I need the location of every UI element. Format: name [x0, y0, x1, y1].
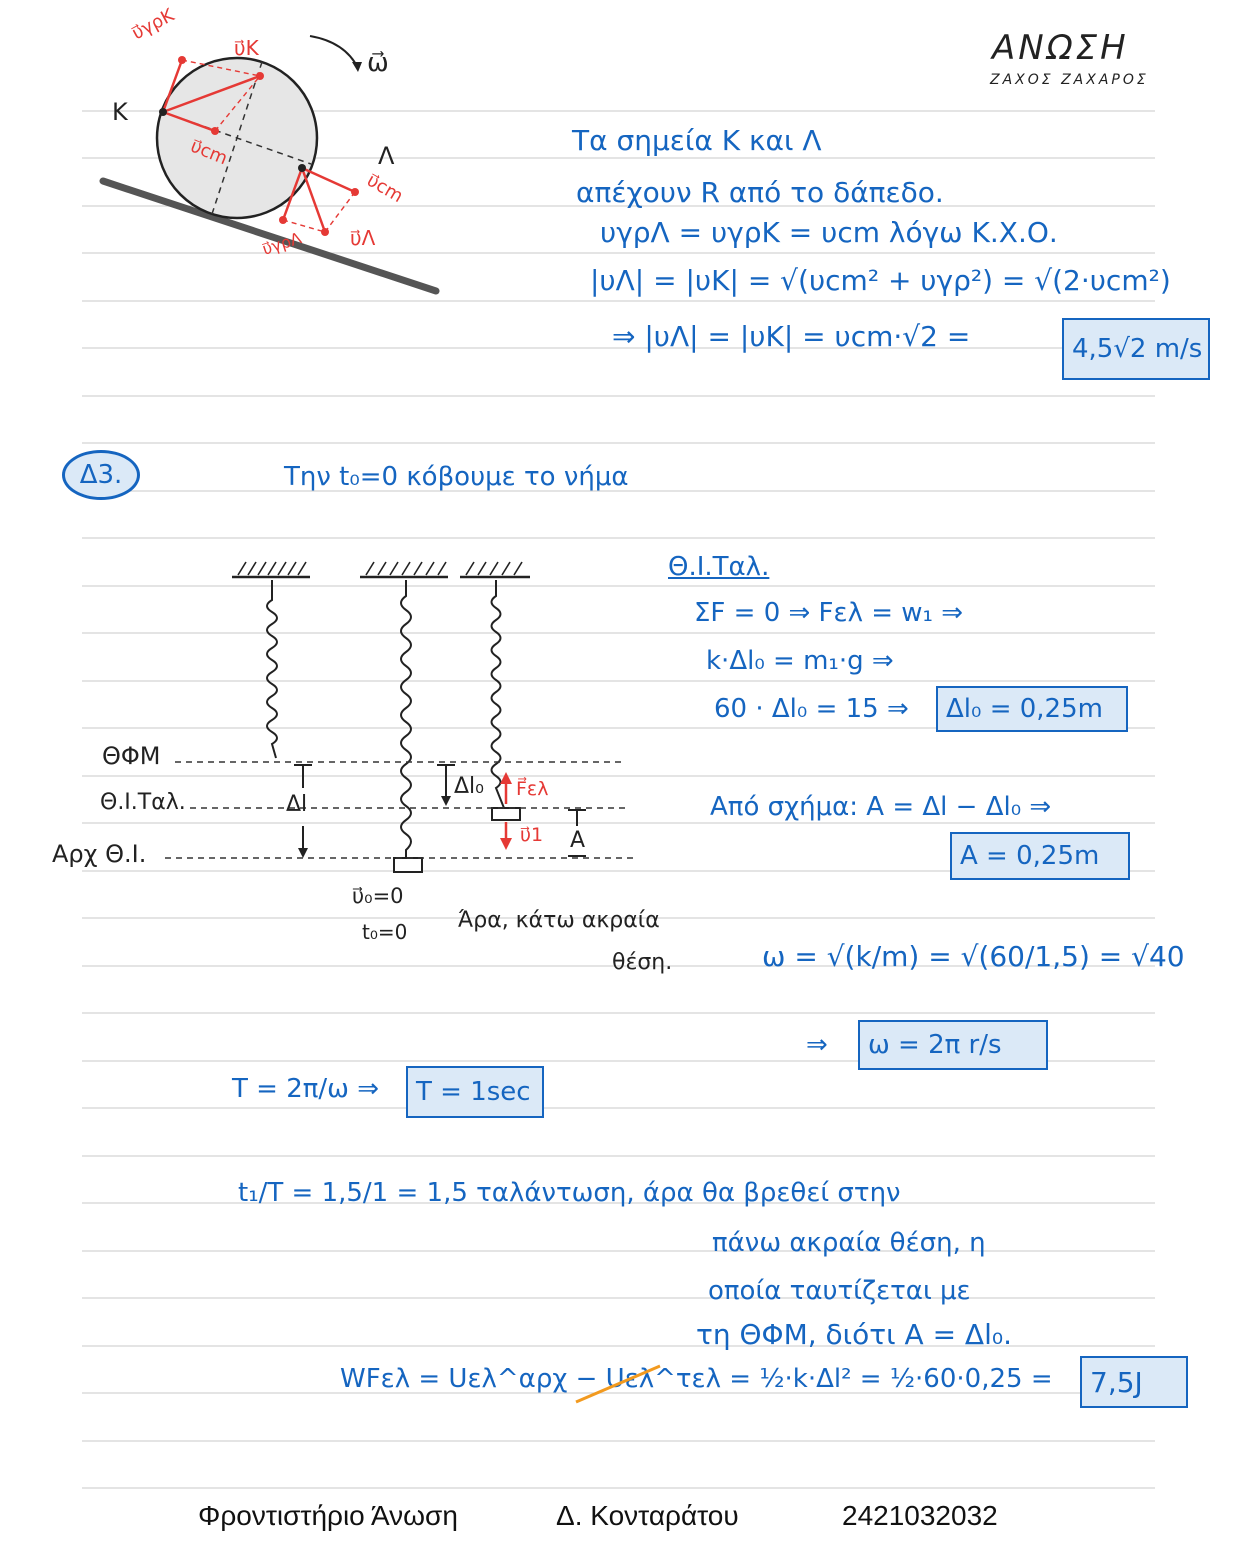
omega-result-box: ω = 2π r/s	[858, 1020, 1048, 1070]
label-F-el: F⃗ελ	[516, 778, 549, 800]
label-v-rot-L: υ⃗γρΛ	[260, 228, 304, 259]
ratio-line-2: πάνω ακραία θέση, η	[712, 1228, 986, 1258]
part1-line-3: υγρΛ = υγρK = υcm λόγω Κ.Χ.Ο.	[600, 216, 1058, 249]
omega-arrow	[310, 36, 358, 68]
label-arx-thi: Αρχ Θ.Ι.	[52, 840, 147, 868]
part1-result-box: 4,5√2 m/s	[1062, 318, 1210, 380]
ratio-line-3: οποία ταυτίζεται με	[708, 1276, 971, 1306]
equilibrium-line-3: 60 · Δl₀ = 15 ⇒	[714, 694, 909, 724]
period-line: T = 2π/ω ⇒	[232, 1074, 379, 1104]
label-v-rot-K: υ⃗γρK	[128, 4, 178, 45]
label-v1: υ⃗1	[520, 824, 544, 846]
label-v-L: υ⃗Λ	[350, 226, 376, 250]
d3-intro: Την t₀=0 κόβουμε το νήμα	[284, 462, 629, 492]
label-ara: Άρα, κάτω ακραία	[458, 908, 660, 933]
part1-line-1: Τα σημεία K και Λ	[572, 124, 822, 157]
label-thital: Θ.Ι.Ταλ.	[100, 790, 186, 815]
logo-subtitle: ΖΑΧΟΣ ΖΑΧΑΡΟΣ	[990, 72, 1149, 88]
ratio-line-4: τη ΘΦΜ, διότι A = Δl₀.	[696, 1318, 1012, 1351]
amplitude-line: Από σχήμα: A = Δl − Δl₀ ⇒	[710, 792, 1052, 822]
label-v0: υ⃗₀=0	[352, 884, 404, 908]
work-result-box: 7,5J	[1080, 1356, 1188, 1408]
omega-implies: ⇒	[806, 1030, 828, 1060]
label-thesi: θέση.	[612, 950, 673, 975]
omega-line: ω = √(k/m) = √(60/1,5) = √40	[762, 940, 1185, 973]
question-label-d3: Δ3.	[62, 450, 140, 500]
ratio-line-1: t₁/T = 1,5/1 = 1,5 ταλάντωση, άρα θα βρεθεί στην	[238, 1178, 901, 1208]
label-v-cm-L: υ⃗cm	[363, 169, 407, 208]
label-omega: ω⃗	[367, 48, 389, 78]
label-v-cm-K: υ⃗cm	[187, 135, 231, 170]
part1-line-2: απέχουν R από το δάπεδο.	[576, 176, 944, 209]
equilibrium-line-2: k·Δl₀ = m₁·g ⇒	[706, 646, 894, 676]
label-delta-l: Δl	[286, 792, 308, 817]
label-thfm: ΘΦΜ	[102, 742, 161, 770]
footer-phone: 2421032032	[842, 1500, 998, 1531]
spring-equilibrium	[492, 580, 505, 808]
block-lowest	[394, 858, 422, 872]
equilibrium-heading: Θ.Ι.Ταλ.	[668, 552, 770, 582]
logo-title: ΑΝΩΣΗ	[992, 28, 1129, 68]
equilibrium-line-1: ΣF = 0 ⇒ Fελ = w₁ ⇒	[694, 598, 964, 628]
cancel-strike	[570, 1352, 690, 1412]
spring-stretched	[401, 580, 411, 858]
spring-natural	[267, 580, 277, 758]
label-v-K: υ⃗K	[234, 36, 259, 60]
period-result-box: T = 1sec	[406, 1066, 544, 1118]
label-delta-lo: Δl₀	[454, 774, 484, 799]
amplitude-result-box: A = 0,25m	[950, 832, 1130, 880]
delta-lo-result-box: Δl₀ = 0,25m	[936, 686, 1128, 732]
part1-line-4: |υΛ| = |υK| = √(υcm² + υγρ²) = √(2·υcm²)	[590, 264, 1171, 297]
work-line: WFελ = Uελ^αρχ − Uελ^τελ = ½·k·Δl² = ½·60·0,25 =	[340, 1364, 1053, 1394]
label-A-figure: A	[570, 828, 586, 853]
label-lambda: Λ	[378, 142, 395, 170]
label-t0: t₀=0	[362, 920, 408, 944]
footer-teacher: Δ. Κονταράτου	[556, 1500, 739, 1531]
label-K: K	[112, 98, 128, 126]
part1-line-5: ⇒ |υΛ| = |υK| = υcm·√2 =	[612, 320, 971, 353]
block-equilibrium	[492, 808, 520, 820]
footer-school: Φροντιστήριο Άνωση	[198, 1500, 458, 1531]
